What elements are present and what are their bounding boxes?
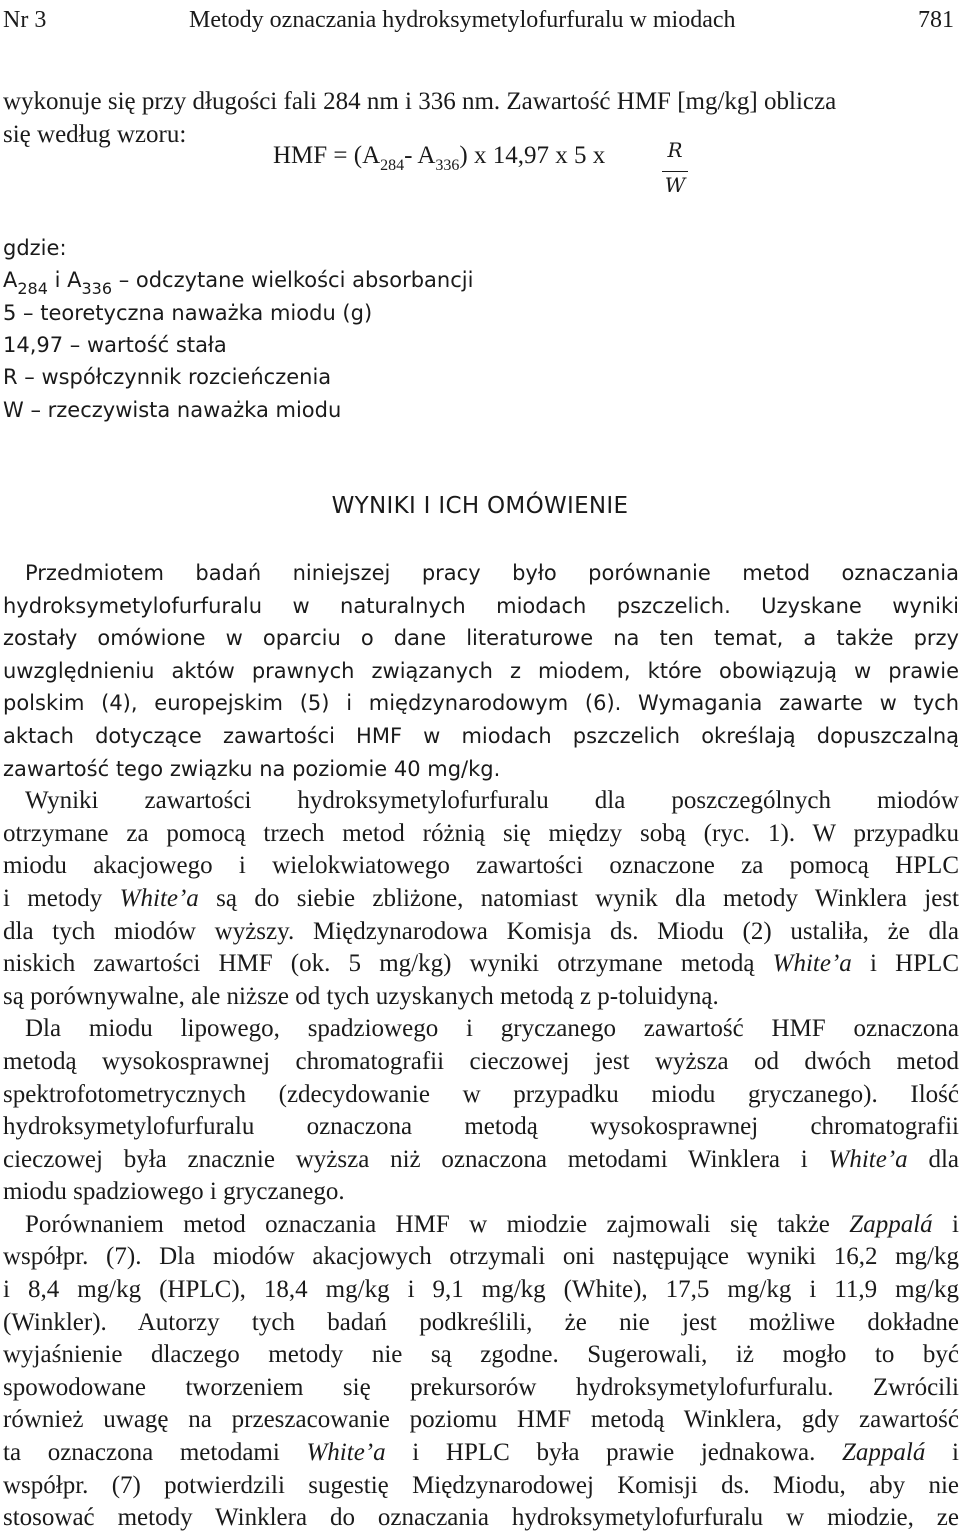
text-line: zostały omówione w oparciu o dane literaturowe na ten temat, a także przy: [3, 626, 959, 651]
text-line: są porównywalne, ale niższe od tych uzyskanych metodą z p-toluidyną.: [3, 982, 719, 1010]
text-line: Dla miodu lipowego, spadziowego i gryczanego zawartość HMF oznaczona: [25, 1015, 959, 1043]
text-line: zawartość tego związku na poziomie 40 mg/kg.: [3, 756, 501, 781]
text-line: dla tych miodów wyższy. Międzynarodowa Komisja ds. Miodu (2) ustaliła, że dla: [3, 917, 959, 945]
text-line: [3, 1437, 959, 1470]
legend-subscript: 336: [81, 279, 113, 298]
running-header: [0, 4, 960, 36]
section-heading: WYNIKI I ICH OMÓWIENIE: [331, 493, 629, 519]
legend-symbol: i A: [47, 268, 82, 292]
method-name: White’a: [119, 884, 199, 912]
text-line: uwzględnieniu aktów prawnych związanych z miodem, które obowiązują w prawie: [3, 658, 959, 683]
legend-item: R – współczynnik rozcieńczenia: [3, 365, 332, 389]
paragraph: [3, 785, 959, 1013]
paragraph: [3, 1209, 959, 1535]
paragraph: [3, 1013, 959, 1209]
text-run: niskich zawartości HMF (ok. 5 mg/kg) wyniki otrzymane metodą: [3, 950, 773, 978]
formula-mid: - A: [404, 142, 436, 169]
legend-item: 14,97 – wartość stała: [3, 333, 227, 357]
text-run: i: [925, 1439, 959, 1467]
text-line: hydroksymetylofurfuralu oznaczona metodą wysokosprawnej chromatografii: [3, 1113, 959, 1141]
fraction-denominator: W: [664, 173, 686, 197]
legend-item: [3, 264, 473, 297]
text-run: ta oznaczona metodami: [3, 1439, 307, 1467]
text-line: aktach dotyczące zawartości HMF w miodach pszczelich określają dopuszczalną: [3, 723, 959, 748]
running-title: Metody oznaczania hydroksymetylofurfuralu w miodach: [189, 7, 736, 33]
text-line: miodu spadziowego i gryczanego.: [3, 1178, 345, 1206]
text-line: wyjaśnienie dlaczego metody nie są zgodne. Sugerowali, iż mogło to być: [3, 1341, 959, 1369]
text-line: hydroksymetylofurfuralu w naturalnych miodach pszczelich. Uzyskane wyniki: [3, 593, 959, 618]
legend-subscript: 284: [17, 279, 48, 298]
text-line: stosować metody Winklera do oznaczania hydroksymetylofurfuralu w miodzie, ze: [3, 1504, 959, 1532]
formula-subscript: 284: [380, 157, 405, 174]
legend-symbol: A: [3, 268, 18, 292]
text-line: również uwagę na przeszacowanie poziomu HMF metodą Winklera, gdy zawartość: [3, 1406, 959, 1434]
text-line: spowodowane tworzeniem się prekursorów hydroksymetylofurfuralu. Zwrócili: [3, 1373, 959, 1401]
text-run: cieczowej była znacznie wyższa niż oznaczona metodami Winklera i: [3, 1145, 829, 1173]
text-line: otrzymane za pomocą trzech metod różnią się między sobą (ryc. 1). W przypadku: [3, 819, 959, 847]
text-line: metodą wysokosprawnej chromatografii cieczowej jest wyższa od dwóch metod: [3, 1047, 959, 1075]
text-run: i metody: [3, 884, 120, 912]
fraction-bar: [662, 171, 688, 172]
text-run: i: [932, 1210, 959, 1238]
text-line: (Winkler). Autorzy tych badań podkreślili, że nie jest możliwe dokładne: [3, 1308, 959, 1336]
method-name: White’a: [828, 1145, 908, 1173]
hmf-formula: [273, 140, 605, 173]
text-line: [3, 883, 959, 916]
fraction-numerator: R: [667, 138, 683, 162]
text-run: i HPLC: [851, 950, 959, 978]
author-name: Zappalá: [849, 1210, 933, 1238]
author-name: Zappalá: [842, 1439, 926, 1467]
legend-label: gdzie:: [3, 236, 67, 260]
formula-subscript: 336: [435, 157, 460, 174]
intro-line: się według wzoru:: [3, 121, 187, 148]
legend-item: 5 – teoretyczna naważka miodu (g): [3, 301, 373, 325]
text-line: polskim (4), europejskim (5) i międzynarodowym (6). Wymagania zawarte w tych: [3, 691, 959, 716]
formula-rest: ) x 14,97 x 5 x: [459, 142, 606, 169]
formula-lhs: HMF = (A: [273, 142, 381, 169]
text-line: współpr. (7) potwierdzili sugestię Międzynarodowej Komisji ds. Miodu, aby nie: [3, 1471, 959, 1499]
legend-item: W – rzeczywista naważka miodu: [3, 398, 342, 422]
text-run: są do siebie zbliżone, natomiast wynik dla metody Winklera jest: [198, 884, 960, 912]
intro-line: wykonuje się przy długości fali 284 nm i 336 nm. Zawartość HMF [mg/kg] oblicza: [3, 88, 837, 115]
text-line: spektrofotometrycznych (zdecydowanie w przypadku miodu gryczanego). Ilość: [3, 1080, 959, 1108]
method-name: White’a: [306, 1439, 386, 1467]
text-line: miodu akacjowego i wielokwiatowego zawartości oznaczone za pomocą HPLC: [3, 852, 959, 880]
text-line: [3, 948, 959, 981]
issue-number: Nr 3: [3, 7, 47, 33]
text-line: [3, 1144, 959, 1177]
text-line: Wyniki zawartości hydroksymetylofurfuralu dla poszczególnych miodów: [25, 787, 959, 815]
text-run: dla: [907, 1145, 959, 1173]
paragraph: [3, 557, 959, 785]
text-line: [3, 1209, 959, 1242]
text-run: Porównaniem metod oznaczania HMF w miodzie zajmowali się także: [25, 1210, 850, 1238]
body-text: [3, 557, 959, 1535]
legend-description: – odczytane wielkości absorbancji: [112, 268, 474, 292]
text-line: i 8,4 mg/kg (HPLC), 18,4 mg/kg i 9,1 mg/kg (White), 17,5 mg/kg i 11,9 mg/kg: [3, 1276, 959, 1304]
text-run: i HPLC była prawie jednakowa.: [385, 1439, 843, 1467]
method-name: White’a: [772, 950, 852, 978]
text-line: współpr. (7). Dla miodów akacjowych otrzymali oni następujące wyniki 16,2 mg/kg: [3, 1243, 959, 1271]
text-line: Przedmiotem badań niniejszej pracy było porównanie metod oznaczania: [25, 561, 959, 585]
page-number: 781: [918, 7, 954, 33]
